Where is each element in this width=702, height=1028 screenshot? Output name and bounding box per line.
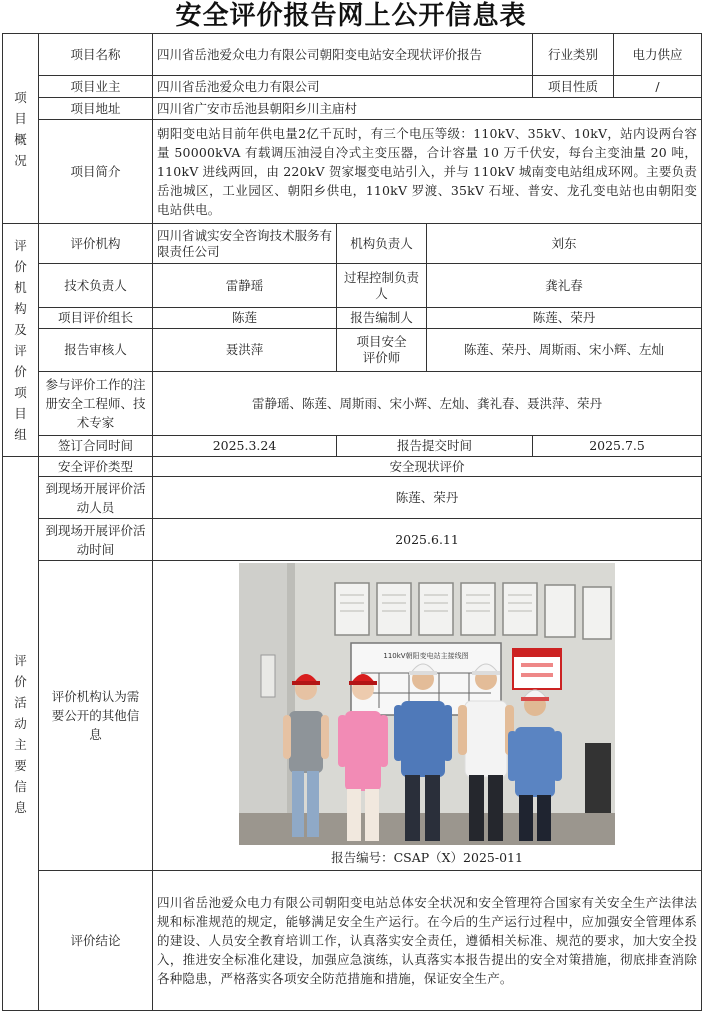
submit-time: 2025.7.5 (533, 436, 702, 457)
participants: 雷静瑶、陈莲、周斯雨、宋小辉、左灿、龚礼春、聂洪萍、荣丹 (153, 372, 702, 436)
contract-time-label: 签订合同时间 (39, 436, 153, 457)
board-title: 110kV朝阳变电站主接线图 (383, 652, 469, 660)
report-number: 报告编号：CSAP（X）2025-011 (331, 850, 523, 865)
intro-label: 项目简介 (39, 120, 153, 224)
other-info-label: 评价机构认为需要公开的其他信息 (39, 561, 153, 871)
intro-text: 朝阳变电站目前年供电量2亿千瓦时，有三个电压等级：110kV、35kV、10kV，站内设两台容量 50000kVA 有载调压油浸自冷式主变压器，合计容量 10 万千伏安，每台主变油量 20 吨，110kV 进线两回，由 220kV 贺家堰变电站引入，并与 110kV 城南变电站组成环网。主要负责岳池城区，工业园区、朝阳乡供电，110kV 罗渡、35kV 石垭、普安、龙孔变电站也由朝阳变电站供电。 (153, 120, 702, 224)
agency-label: 评价机构 (39, 224, 153, 264)
industry: 电力供应 (614, 34, 702, 76)
site-photo (239, 563, 615, 845)
agency: 四川省诚实安全咨询技术服务有限责任公司 (153, 224, 337, 264)
team-lead: 陈莲 (153, 308, 337, 329)
participants-label: 参与评价工作的注册安全工程师、技术专家 (39, 372, 153, 436)
contract-time: 2025.3.24 (153, 436, 337, 457)
report-editor: 陈莲、荣丹 (427, 308, 702, 329)
industry-label: 行业类别 (533, 34, 614, 76)
nature: / (614, 76, 702, 98)
submit-time-label: 报告提交时间 (337, 436, 533, 457)
address-label: 项目地址 (39, 98, 153, 120)
project-name: 四川省岳池爱众电力有限公司朝阳变电站安全现状评价报告 (153, 34, 533, 76)
tech-lead-label: 技术负责人 (39, 264, 153, 308)
other-info (153, 561, 702, 871)
conclusion-label: 评价结论 (39, 871, 153, 1011)
reviewer-label: 报告审核人 (39, 329, 153, 372)
evaluators-label: 项目安全评价师 (337, 329, 427, 372)
onsite-staff-label: 到现场开展评价活动人员 (39, 477, 153, 519)
eval-type: 安全现状评价 (153, 457, 702, 477)
nature-label: 项目性质 (533, 76, 614, 98)
process-lead: 龚礼春 (427, 264, 702, 308)
section-overview: 项目概况 (3, 34, 39, 224)
evaluators: 陈莲、荣丹、周斯雨、宋小辉、左灿 (427, 329, 702, 372)
onsite-time: 2025.6.11 (153, 519, 702, 561)
section-agency: 评价机构及评价项目组 (3, 224, 39, 457)
eval-type-label: 安全评价类型 (39, 457, 153, 477)
address: 四川省广安市岳池县朝阳乡川主庙村 (153, 98, 702, 120)
reviewer: 聂洪萍 (153, 329, 337, 372)
conclusion-text: 四川省岳池爱众电力有限公司朝阳变电站总体安全状况和安全管理符合国家有关安全生产法律法规和标准规范的规定，能够满足安全生产运行。在今后的生产运行过程中，应加强安全管理体系的建设、人员安全教育培训工作，认真落实安全责任，遵循相关标准、规范的要求，加大安全投入，推进安全标准化建设，加强应急演练，认真落实本报告提出的安全对策措施，彻底排查消除各种隐患，严格落实各项安全防范措施和措施，保证安全生产。 (153, 871, 702, 1011)
onsite-time-label: 到现场开展评价活动时间 (39, 519, 153, 561)
team-lead-label: 项目评价组长 (39, 308, 153, 329)
project-name-label: 项目名称 (39, 34, 153, 76)
owner-label: 项目业主 (39, 76, 153, 98)
section-activity: 评价活动主要信息 (3, 457, 39, 1011)
page-title: 安全评价报告网上公开信息表 (175, 1, 527, 31)
info-table (2, 33, 702, 1011)
agency-head-label: 机构负责人 (337, 224, 427, 264)
agency-head: 刘东 (427, 224, 702, 264)
owner: 四川省岳池爱众电力有限公司 (153, 76, 533, 98)
process-lead-label: 过程控制负责人 (337, 264, 427, 308)
report-editor-label: 报告编制人 (337, 308, 427, 329)
tech-lead: 雷静瑶 (153, 264, 337, 308)
onsite-staff: 陈莲、荣丹 (153, 477, 702, 519)
